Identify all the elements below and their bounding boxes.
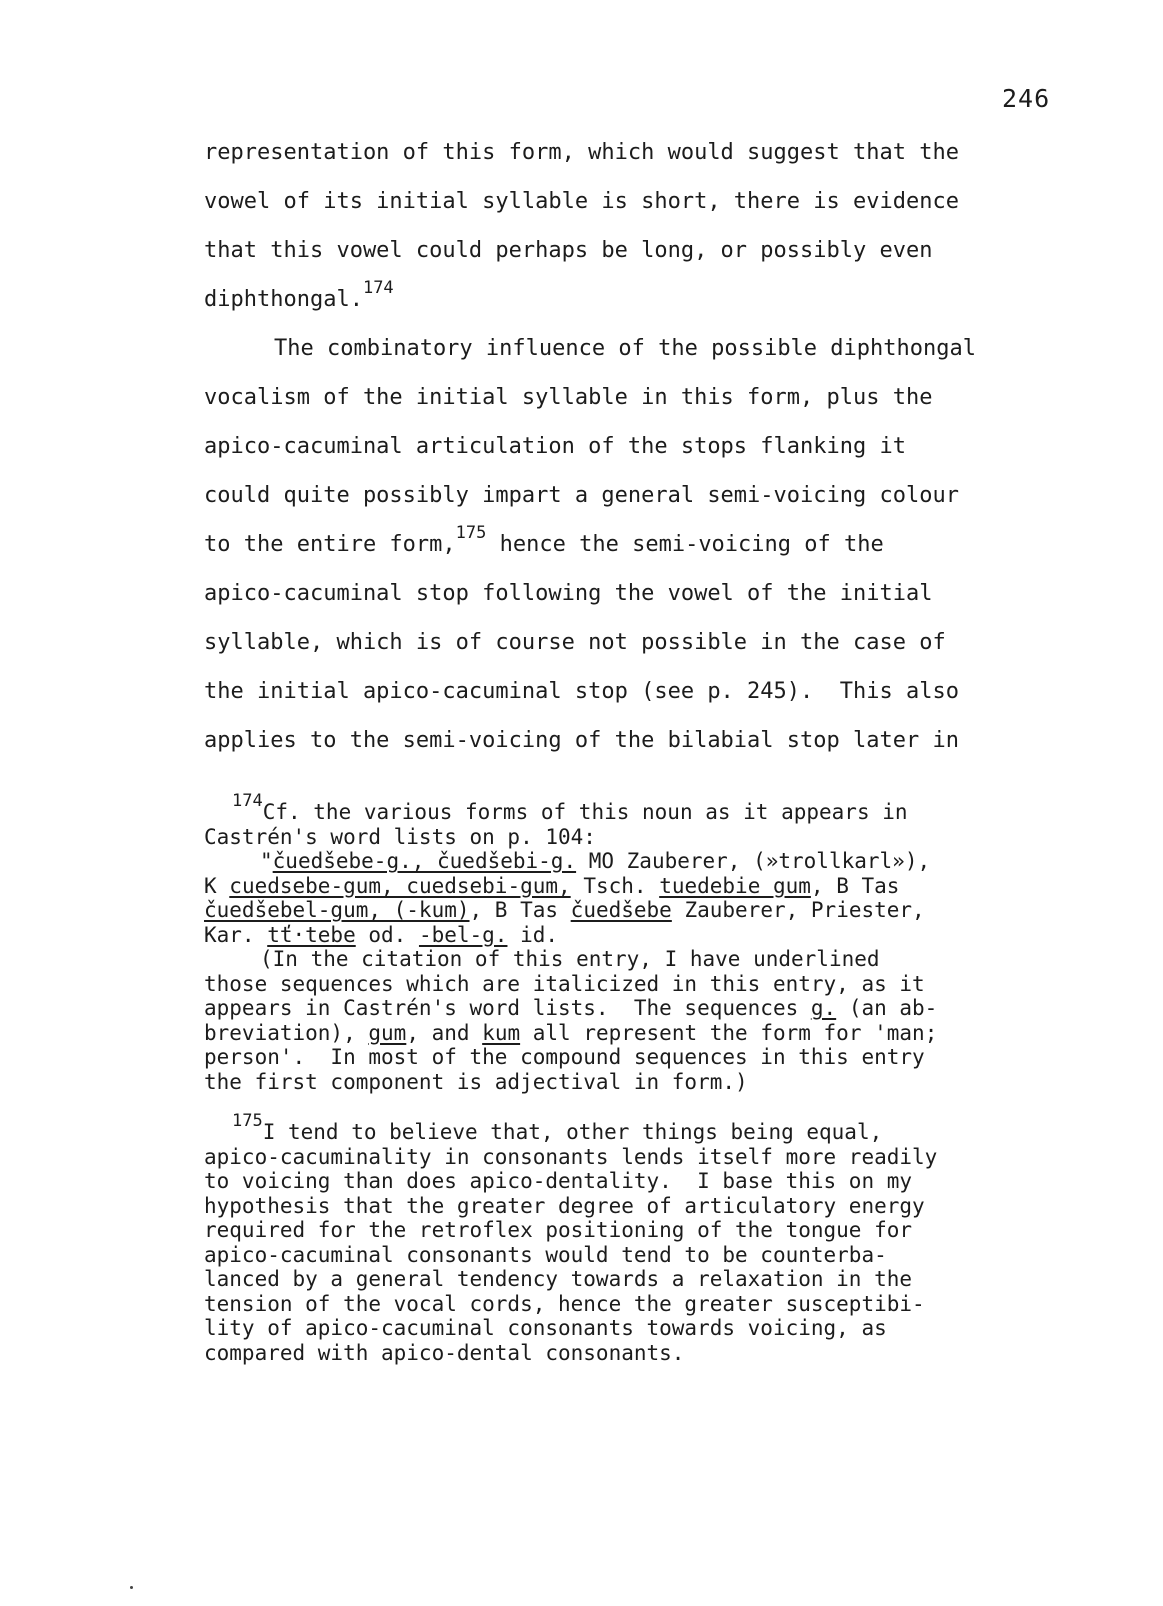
footnote-175 — [204, 1111, 1084, 1365]
underlined-term: g. — [810, 996, 837, 1020]
footnote-line: the first component is adjectival in form.) — [204, 1069, 748, 1094]
footnote-gap — [204, 1094, 1084, 1120]
body-line: could quite possibly impart a general semi-voicing colour — [204, 483, 959, 508]
footnotes — [204, 791, 1084, 1365]
footnote-line: required for the retroflex positioning of the tongue for — [204, 1218, 913, 1242]
footnote-ref-175: 175 — [455, 523, 487, 543]
body-line: vocalism of the initial syllable in this form, plus the — [204, 385, 933, 410]
body-text-span: hence the semi-voicing of the — [486, 532, 884, 557]
citation-text: od. — [355, 922, 419, 947]
underlined-term: cuedsebe-gum, cuedsebi-gum, — [229, 873, 571, 898]
body-line: apico-cacuminal stop following the vowel of the initial — [204, 581, 933, 606]
footnote-text: Cf. the various forms of this noun as it appears in — [262, 800, 908, 824]
body-line: syllable, which is of course not possible in the case of — [204, 630, 946, 655]
quote-mark: " — [260, 849, 273, 873]
underlined-term: kum — [482, 1020, 521, 1045]
citation-text: , B Tas — [469, 898, 571, 922]
footnote-line — [204, 1111, 1084, 1145]
underlined-term: čuedšebel-gum, (-kum) — [204, 898, 470, 922]
body-text-span: to the entire form, — [204, 532, 456, 557]
citation-text: K — [204, 873, 230, 898]
citation-text: id. — [507, 922, 559, 947]
footnote-text: all represent the form for 'man; — [520, 1020, 938, 1045]
footnote-line: (In the citation of this entry, I have underlined — [260, 947, 880, 971]
body-line — [204, 520, 1074, 569]
citation-text: Zauberer, Priester, — [671, 898, 925, 922]
citation-line — [204, 923, 1084, 948]
citation-text: Tsch. — [570, 873, 660, 898]
citation-text: Kar. — [204, 922, 268, 947]
body-line: that this vowel could perhaps be long, or possibly even — [204, 238, 933, 263]
footnote-marker-174: 174 — [232, 791, 263, 811]
footnote-text: I tend to believe that, other things being equal, — [262, 1120, 883, 1144]
footnote-line: apico-cacuminal consonants would tend to be counterba- — [204, 1242, 887, 1267]
footnote-text: appears in Castrén's word lists. The sequences — [204, 996, 811, 1020]
underlined-term: gum — [368, 1020, 407, 1045]
footnote-line — [204, 1021, 1084, 1046]
body-text — [204, 128, 1074, 765]
footnote-line: hypothesis that the greater degree of articulatory energy — [204, 1193, 925, 1218]
footnote-line: to voicing than does apico-dentality. I base this on my — [204, 1169, 913, 1193]
body-line: the initial apico-cacuminal stop (see p. 245). This also — [204, 679, 959, 704]
body-line: representation of this form, which would suggest that the — [204, 140, 959, 165]
citation-text: , B Tas — [810, 873, 900, 898]
footnote-line — [204, 791, 1084, 825]
footnote-line: tension of the vocal cords, hence the greater susceptibi- — [204, 1291, 925, 1316]
underlined-term: čuedšebe — [570, 898, 672, 922]
footnote-text: breviation), — [204, 1020, 369, 1045]
footnote-line: lanced by a general tendency towards a relaxation in the — [204, 1267, 913, 1291]
body-line — [204, 275, 1074, 324]
citation-line — [204, 898, 1084, 923]
citation-text: MO Zauberer, (»trollkarl»), — [576, 849, 931, 873]
footnote-text: (an ab- — [836, 996, 938, 1020]
footnote-line: lity of apico-cacuminal consonants towards voicing, as — [204, 1316, 887, 1340]
citation-line — [204, 849, 1084, 874]
body-line: applies to the semi-voicing of the bilabial stop later in — [204, 728, 959, 753]
footnote-ref-174: 174 — [362, 278, 394, 298]
footnote-marker-175: 175 — [232, 1111, 263, 1131]
underlined-term: čuedšebe-g., čuedšebi-g. — [272, 849, 577, 873]
underlined-term: tť·tebe — [267, 922, 356, 947]
page-number: 246 — [1002, 84, 1051, 113]
paragraph-start: The combinatory influence of the possible diphthongal — [274, 336, 976, 361]
underlined-term: -bel-g. — [418, 922, 508, 947]
body-line: apico-cacuminal articulation of the stops flanking it — [204, 434, 906, 459]
footnote-174 — [204, 791, 1084, 1094]
scan-speck — [130, 1586, 133, 1589]
footnote-line: person'. In most of the compound sequences in this entry — [204, 1045, 925, 1069]
footnote-line — [204, 996, 1084, 1021]
body-line: vowel of its initial syllable is short, there is evidence — [204, 189, 959, 214]
footnote-text: , and — [406, 1020, 483, 1045]
citation-line — [204, 874, 1084, 899]
footnote-line: apico-cacuminality in consonants lends itself more readily — [204, 1144, 938, 1169]
body-text-span: diphthongal. — [204, 287, 363, 312]
footnote-line: compared with apico-dental consonants. — [204, 1340, 685, 1365]
footnote-line: those sequences which are italicized in this entry, as it — [204, 971, 925, 996]
footnote-line: Castrén's word lists on p. 104: — [204, 824, 596, 849]
underlined-term: tuedebie gum — [659, 873, 811, 898]
